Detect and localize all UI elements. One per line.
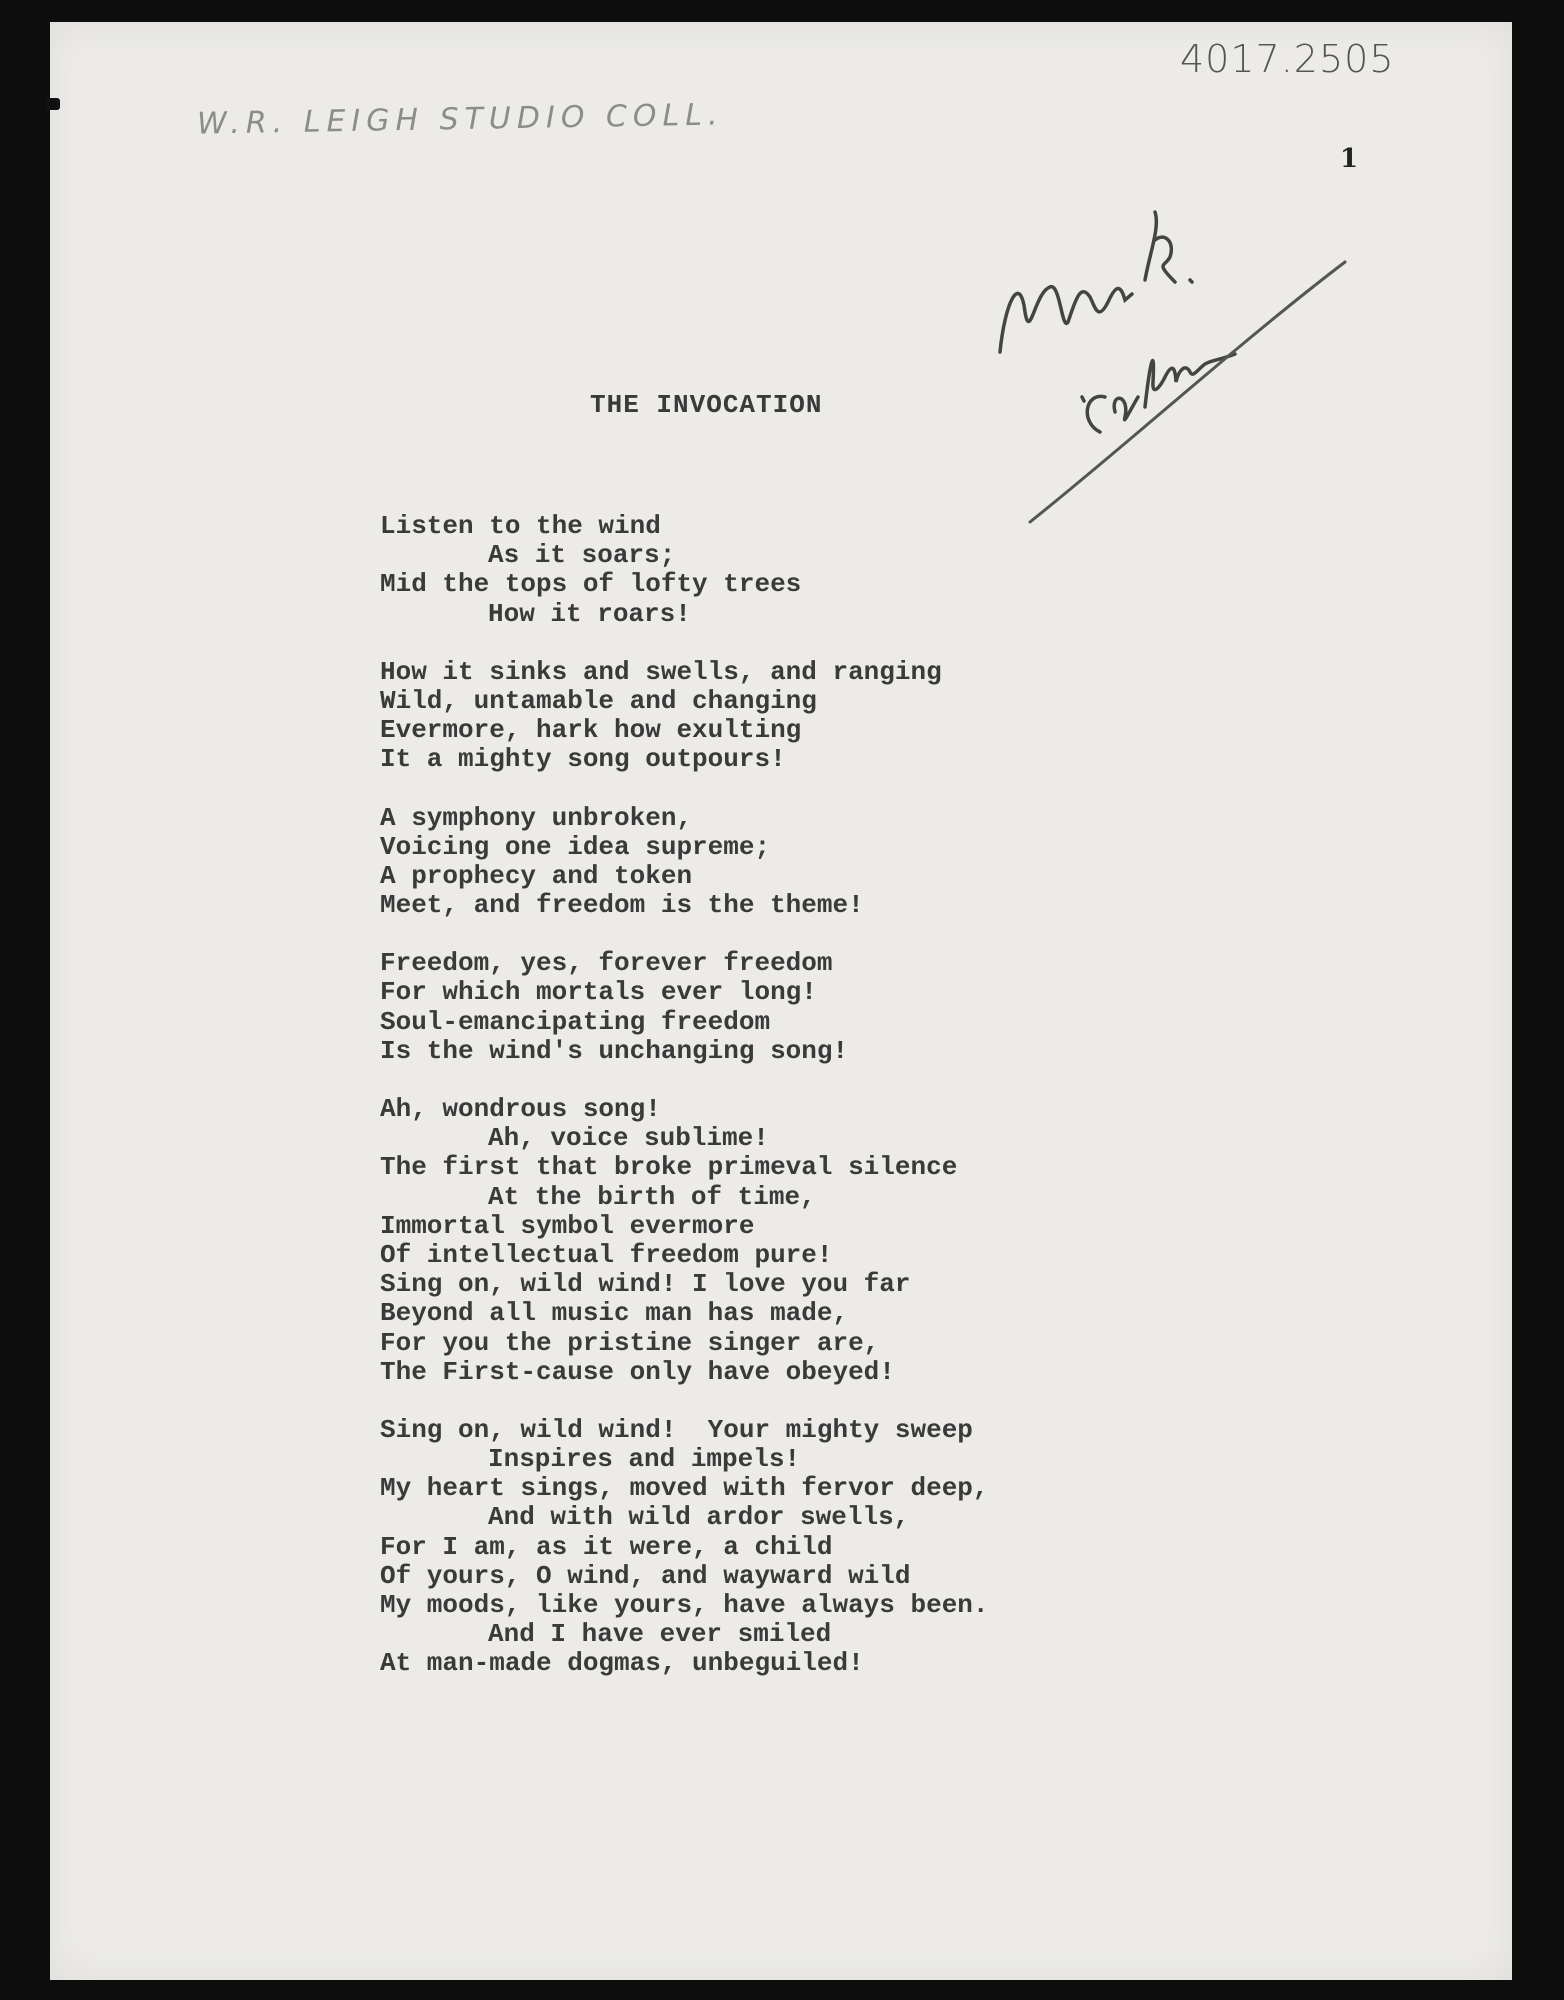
poem-body <box>380 512 989 1708</box>
stanza <box>380 1416 989 1679</box>
poem-line: Sing on, wild wind! Your mighty sweep <box>380 1414 973 1445</box>
manuscript-page <box>50 22 1512 1980</box>
poem-line: For I am, as it were, a child <box>380 1531 833 1562</box>
poem-line: How it sinks and swells, and ranging <box>380 656 942 687</box>
poem-line: My heart sings, moved with fervor deep, <box>380 1473 989 1504</box>
poem-line: A prophecy and token <box>380 860 693 891</box>
poem-line: Of intellectual freedom pure! <box>380 1239 833 1270</box>
studio-collection-annotation: W.R. LEIGH STUDIO COLL. <box>196 97 724 142</box>
poem-line: At the birth of time, <box>488 1181 816 1212</box>
poem-line: How it roars! <box>488 598 691 629</box>
poem-line: Beyond all music man has made, <box>380 1298 849 1329</box>
poem-line: Mid the tops of lofty trees <box>380 569 802 600</box>
stanza <box>380 512 989 629</box>
poem-line: The First-cause only have obeyed! <box>380 1356 895 1387</box>
poem-line: And with wild ardor swells, <box>488 1502 910 1533</box>
page-number: 1 <box>1340 144 1359 174</box>
poem-line: It a mighty song outpours! <box>380 744 786 775</box>
poem-line: Voicing one idea supreme; <box>380 831 771 862</box>
stanza <box>380 949 989 1066</box>
poem-line: For which mortals ever long! <box>380 977 817 1008</box>
poem-line: Freedom, yes, forever freedom <box>380 948 833 979</box>
poem-line: At man-made dogmas, unbeguiled! <box>380 1648 864 1679</box>
poem-line: Evermore, hark how exulting <box>380 715 802 746</box>
poem-line: Immortal symbol evermore <box>380 1210 755 1241</box>
catalog-number-annotation: 4017.2505 <box>1180 37 1395 81</box>
poem-line: And I have ever smiled <box>488 1619 832 1650</box>
poem-line: Sing on, wild wind! I love you far <box>380 1269 911 1300</box>
stanza <box>380 1095 989 1387</box>
edge-mark <box>46 98 60 110</box>
poem-title: THE INVOCATION <box>590 390 823 420</box>
poem-line: Wild, untamable and changing <box>380 685 817 716</box>
poem-line: A symphony unbroken, <box>380 802 693 833</box>
poem-line: Of yours, O wind, and wayward wild <box>380 1560 911 1591</box>
poem-line: Is the wind's unchanging song! <box>380 1035 849 1066</box>
poem-line: Ah, voice sublime! <box>488 1123 769 1154</box>
poem-line: As it soars; <box>488 540 676 571</box>
poem-line: Listen to the wind <box>380 511 661 541</box>
poem-line: The first that broke primeval silence <box>380 1152 958 1183</box>
poem-line: Inspires and impels! <box>488 1444 801 1475</box>
stanza <box>380 658 989 775</box>
poem-line: My moods, like yours, have always been. <box>380 1590 989 1620</box>
pencil-signature <box>950 182 1370 542</box>
poem-line: Ah, wondrous song! <box>380 1094 661 1124</box>
poem-line: For you the pristine singer are, <box>380 1327 880 1358</box>
stanza <box>380 804 989 921</box>
poem-line: Meet, and freedom is the theme! <box>380 890 864 921</box>
poem-line: Soul-emancipating freedom <box>380 1006 771 1037</box>
